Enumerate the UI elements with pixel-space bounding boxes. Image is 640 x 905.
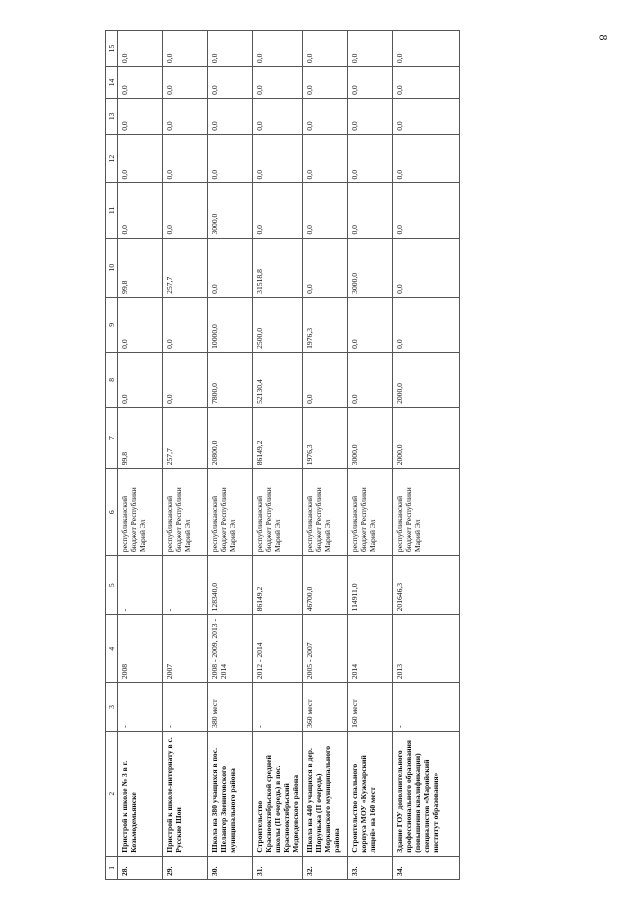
column-number-row — [106, 31, 118, 880]
col-header: 14 — [106, 67, 118, 99]
object-name: Строительство спального корпуса МОУ «Кужмарский лицей» на 160 мест — [348, 731, 393, 856]
amount-2014: 0,0 — [208, 31, 253, 67]
amount-2007: 2000,0 — [393, 352, 460, 407]
amount-2011: 0,0 — [253, 134, 303, 183]
table-body — [118, 31, 460, 880]
period: 2008 - 2009, 2013 - 2014 — [208, 615, 253, 683]
funding-source: республиканский бюджет Республики Марий Эл — [163, 469, 208, 556]
funding-source: республиканский бюджет Республики Марий Эл — [253, 469, 303, 556]
amount-2010: 3000,0 — [208, 183, 253, 238]
funding-source: республиканский бюджет Республики Марий Эл — [393, 469, 460, 556]
period: 2013 — [393, 615, 460, 683]
amount-2010: 0,0 — [163, 183, 208, 238]
total-cost: - — [163, 556, 208, 615]
col-header: 13 — [106, 98, 118, 134]
amount-2014: 0,0 — [393, 31, 460, 67]
amount-total: 257,7 — [163, 407, 208, 468]
rotated-table-container — [105, 30, 525, 880]
capacity: 160 мест — [348, 683, 393, 732]
amount-2013: 0,0 — [348, 67, 393, 99]
row-number: 29. — [163, 856, 208, 879]
object-name: Пристрой к школе-интернату в с. Русские Шои — [163, 731, 208, 856]
amount-2009: 0,0 — [393, 238, 460, 297]
table-row — [118, 31, 163, 880]
col-header: 15 — [106, 31, 118, 67]
amount-2014: 0,0 — [348, 31, 393, 67]
amount-total: 3000,0 — [348, 407, 393, 468]
amount-2007: 0,0 — [303, 352, 348, 407]
row-number: 31. — [253, 856, 303, 879]
capacity: - — [393, 683, 460, 732]
object-name: Строительство Краснооктябрьской средней школы (II очередь) в пос. Краснооктябрьский Медведевского района — [253, 731, 303, 856]
row-number: 30. — [208, 856, 253, 879]
table-row — [348, 31, 393, 880]
amount-2009: 3000,0 — [348, 238, 393, 297]
amount-2010: 0,0 — [393, 183, 460, 238]
period: 2005 - 2007 — [303, 615, 348, 683]
row-number: 28. — [118, 856, 163, 879]
col-header: 8 — [106, 352, 118, 407]
total-cost: 86149,2 — [253, 556, 303, 615]
amount-total: 2000,0 — [393, 407, 460, 468]
amount-2011: 0,0 — [208, 134, 253, 183]
amount-2011: 0,0 — [393, 134, 460, 183]
amount-2013: 0,0 — [303, 67, 348, 99]
col-header: 9 — [106, 297, 118, 352]
amount-2007: 7800,0 — [208, 352, 253, 407]
period: 2008 — [118, 615, 163, 683]
capacity: - — [118, 683, 163, 732]
amount-2011: 0,0 — [303, 134, 348, 183]
col-header: 6 — [106, 469, 118, 556]
object-name: Здание ГОУ дополнительного профессионального образования (повышения квалификации) специалистов «Марийский институт образования» — [393, 731, 460, 856]
amount-2009: 31518,8 — [253, 238, 303, 297]
amount-2013: 0,0 — [163, 67, 208, 99]
object-name: Школа на 440 учащихся в дер. Шоруньжа (II очередь) Моркинского муниципального района — [303, 731, 348, 856]
amount-2012: 0,0 — [303, 98, 348, 134]
amount-total: 20800,0 — [208, 407, 253, 468]
table-row — [163, 31, 208, 880]
amount-2013: 0,0 — [393, 67, 460, 99]
row-number: 33. — [348, 856, 393, 879]
table-row — [393, 31, 460, 880]
amount-2009: 0,0 — [208, 238, 253, 297]
programme-table — [105, 30, 460, 880]
object-name: Пристрой к школе № 3 в г. Козьмодемьянске — [118, 731, 163, 856]
amount-2013: 0,0 — [253, 67, 303, 99]
amount-2008: 0,0 — [163, 297, 208, 352]
amount-2009: 257,7 — [163, 238, 208, 297]
amount-2013: 0,0 — [118, 67, 163, 99]
funding-source: республиканский бюджет Республики Марий Эл — [208, 469, 253, 556]
amount-2008: 10000,0 — [208, 297, 253, 352]
col-header: 1 — [106, 856, 118, 879]
amount-2011: 0,0 — [348, 134, 393, 183]
capacity: 380 мест — [208, 683, 253, 732]
table-row — [303, 31, 348, 880]
period: 2014 — [348, 615, 393, 683]
capacity: - — [253, 683, 303, 732]
amount-2014: 0,0 — [118, 31, 163, 67]
col-header: 5 — [106, 556, 118, 615]
row-number: 32. — [303, 856, 348, 879]
amount-2011: 0,0 — [163, 134, 208, 183]
table-row — [253, 31, 303, 880]
amount-2014: 0,0 — [163, 31, 208, 67]
amount-2007: 0,0 — [348, 352, 393, 407]
capacity: 360 мест — [303, 683, 348, 732]
amount-2007: 0,0 — [163, 352, 208, 407]
amount-total: 86149,2 — [253, 407, 303, 468]
total-cost: 128340,0 — [208, 556, 253, 615]
period: 2007 — [163, 615, 208, 683]
amount-2012: 0,0 — [208, 98, 253, 134]
capacity: - — [163, 683, 208, 732]
funding-source: республиканский бюджет Республики Марий Эл — [118, 469, 163, 556]
amount-2010: 0,0 — [253, 183, 303, 238]
page-number: 8 — [596, 34, 611, 41]
col-header: 12 — [106, 134, 118, 183]
object-name: Школа на 380 учащихся в пос. Шелангер Звениговского муниципального района — [208, 731, 253, 856]
amount-2008: 2500,0 — [253, 297, 303, 352]
col-header: 3 — [106, 683, 118, 732]
amount-2008: 0,0 — [118, 297, 163, 352]
col-header: 11 — [106, 183, 118, 238]
col-header: 10 — [106, 238, 118, 297]
amount-2010: 0,0 — [348, 183, 393, 238]
amount-2010: 0,0 — [303, 183, 348, 238]
total-cost: 114911,0 — [348, 556, 393, 615]
amount-2012: 0,0 — [393, 98, 460, 134]
amount-2008: 0,0 — [348, 297, 393, 352]
funding-source: республиканский бюджет Республики Марий Эл — [303, 469, 348, 556]
amount-2012: 0,0 — [118, 98, 163, 134]
amount-2008: 1976,3 — [303, 297, 348, 352]
col-header: 7 — [106, 407, 118, 468]
amount-total: 99,8 — [118, 407, 163, 468]
amount-2012: 0,0 — [348, 98, 393, 134]
amount-2012: 0,0 — [253, 98, 303, 134]
col-header: 2 — [106, 731, 118, 856]
funding-source: республиканский бюджет Республики Марий Эл — [348, 469, 393, 556]
amount-2007: 0,0 — [118, 352, 163, 407]
total-cost: 201646,3 — [393, 556, 460, 615]
amount-2007: 52130,4 — [253, 352, 303, 407]
table-row — [208, 31, 253, 880]
amount-2014: 0,0 — [253, 31, 303, 67]
amount-2008: 0,0 — [393, 297, 460, 352]
amount-2009: 0,0 — [303, 238, 348, 297]
amount-2011: 0,0 — [118, 134, 163, 183]
amount-total: 1976,3 — [303, 407, 348, 468]
col-header: 4 — [106, 615, 118, 683]
total-cost: - — [118, 556, 163, 615]
row-number: 34. — [393, 856, 460, 879]
amount-2009: 99,8 — [118, 238, 163, 297]
total-cost: 46700,0 — [303, 556, 348, 615]
amount-2013: 0,0 — [208, 67, 253, 99]
period: 2012 - 2014 — [253, 615, 303, 683]
amount-2012: 0,0 — [163, 98, 208, 134]
amount-2010: 0,0 — [118, 183, 163, 238]
amount-2014: 0,0 — [303, 31, 348, 67]
